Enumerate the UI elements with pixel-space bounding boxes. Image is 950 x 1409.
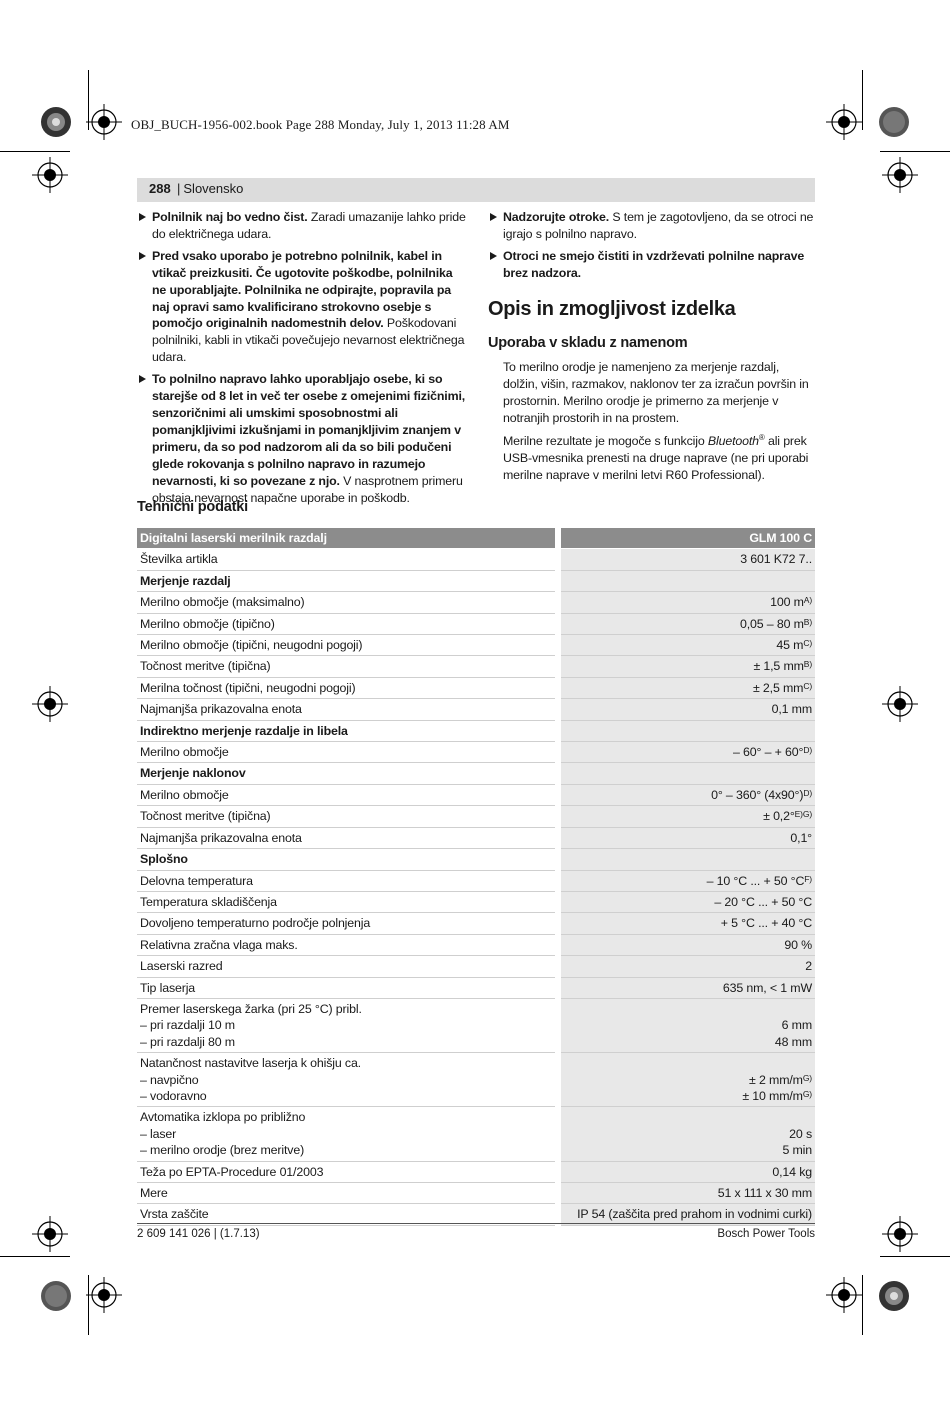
table-section-row bbox=[137, 763, 815, 784]
spec-label: Točnost meritve (tipična) bbox=[137, 656, 558, 677]
spec-label: Mere bbox=[137, 1183, 558, 1204]
table-row bbox=[137, 1107, 815, 1161]
tech-data-heading: Tehnični podatki bbox=[137, 499, 248, 515]
registration-mark-icon bbox=[882, 157, 918, 193]
spec-label: Temperatura skladiščenja bbox=[137, 891, 558, 912]
spec-label: Merilno območje bbox=[137, 742, 558, 763]
safety-bullet: Polnilnik naj bo vedno čist. Zaradi umazanije lahko pride do električnega udara. bbox=[137, 209, 469, 243]
section-title: | Slovensko bbox=[177, 181, 244, 196]
footer-doc-number: 2 609 141 026 | (1.7.13) bbox=[137, 1228, 260, 1240]
spec-value: – 10 °C ... + 50 $^\circ C^{F)}$ bbox=[558, 870, 815, 891]
table-row bbox=[137, 1053, 815, 1107]
table-header-row bbox=[137, 528, 815, 549]
spec-value: 90 % bbox=[558, 934, 815, 955]
tech-data-table bbox=[137, 528, 815, 1226]
spec-value: 100 $m^{A)}$ bbox=[558, 592, 815, 613]
registration-mark-icon bbox=[32, 1216, 68, 1252]
safety-bullet: Nadzorujte otroke. S tem je zagotovljeno, da se otroci ne igrajo s polnilno napravo. bbox=[488, 209, 815, 243]
registration-mark-icon bbox=[32, 157, 68, 193]
registration-mark-icon bbox=[826, 104, 862, 140]
footer-brand: Bosch Power Tools bbox=[717, 1228, 815, 1240]
spec-value: 51 x 111 x 30 mm bbox=[558, 1183, 815, 1204]
table-header-value: GLM 100 C bbox=[558, 528, 815, 549]
registration-mark-icon bbox=[32, 686, 68, 722]
spec-value bbox=[558, 849, 815, 870]
spec-label: Teža po EPTA-Procedure 01/2003 bbox=[137, 1161, 558, 1182]
spec-label: Relativna zračna vlaga maks. bbox=[137, 934, 558, 955]
spec-label: Natančnost nastavitve laserja k ohišju ca. – navpično – vodoravno bbox=[137, 1053, 558, 1107]
spec-value: 0,05 – 80 $m^{B)}$ bbox=[558, 613, 815, 634]
table-row bbox=[137, 913, 815, 934]
color-target-icon bbox=[40, 106, 72, 138]
table-row bbox=[137, 806, 815, 827]
usage-subheading: Uporaba v skladu z namenom bbox=[488, 335, 688, 351]
table-row bbox=[137, 613, 815, 634]
usage-paragraph: Merilne rezultate je mogoče s funkcijo Bluetooth® ali prek USB-vmesnika prenesti na druge naprave (ne pri uporabi merilne naprave v merilni letvi R60 Professional). bbox=[503, 432, 809, 482]
spec-label: Tip laserja bbox=[137, 977, 558, 998]
spec-value bbox=[558, 720, 815, 741]
registration-mark-icon bbox=[86, 1277, 122, 1313]
table-header-label: Digitalni laserski merilnik razdalj bbox=[137, 528, 558, 549]
table-row bbox=[137, 699, 815, 720]
spec-label: Merjenje razdalj bbox=[137, 570, 558, 591]
spec-label: Vrsta zaščite bbox=[137, 1204, 558, 1225]
spec-label: Dovoljeno temperaturno področje polnjenja bbox=[137, 913, 558, 934]
table-row bbox=[137, 549, 815, 570]
spec-value: 45 $m^{C)}$ bbox=[558, 635, 815, 656]
table-row bbox=[137, 592, 815, 613]
left-column bbox=[137, 209, 469, 511]
spec-label: Merjenje naklonov bbox=[137, 763, 558, 784]
table-row bbox=[137, 827, 815, 848]
table-section-row bbox=[137, 570, 815, 591]
table-row bbox=[137, 656, 815, 677]
spec-label: Številka artikla bbox=[137, 549, 558, 570]
book-info-line: OBJ_BUCH-1956-002.book Page 288 Monday, July 1, 2013 11:28 AM bbox=[131, 117, 510, 132]
spec-value: – 60° – + 60°$^{D)}$ bbox=[558, 742, 815, 763]
spec-value: 6 mm 48 mm bbox=[558, 998, 815, 1052]
spec-value: – 20 °C ... + 50 °C bbox=[558, 891, 815, 912]
spec-label: Splošno bbox=[137, 849, 558, 870]
spec-value: 0,1 mm bbox=[558, 699, 815, 720]
registration-mark-icon bbox=[882, 686, 918, 722]
spec-label: Merilno območje (maksimalno) bbox=[137, 592, 558, 613]
spec-label: Delovna temperatura bbox=[137, 870, 558, 891]
color-target-icon bbox=[878, 106, 910, 138]
spec-value: 0,14 kg bbox=[558, 1161, 815, 1182]
table-row bbox=[137, 742, 815, 763]
color-target-icon bbox=[878, 1280, 910, 1312]
spec-value bbox=[558, 763, 815, 784]
spec-value bbox=[558, 570, 815, 591]
spec-label: Merilna točnost (tipični, neugodni pogoji) bbox=[137, 677, 558, 698]
usage-text bbox=[488, 359, 815, 486]
spec-value: ± 1,5 $mm^{B)}$ bbox=[558, 656, 815, 677]
spec-label: Najmanjša prikazovalna enota bbox=[137, 699, 558, 720]
spec-label: Najmanjša prikazovalna enota bbox=[137, 827, 558, 848]
safety-bullet: Otroci ne smejo čistiti in vzdrževati polnilne naprave brez nadzora. bbox=[488, 248, 815, 282]
spec-label: Indirektno merjenje razdalje in libela bbox=[137, 720, 558, 741]
table-row bbox=[137, 784, 815, 805]
table-row bbox=[137, 956, 815, 977]
table-row bbox=[137, 1161, 815, 1182]
table-row bbox=[137, 870, 815, 891]
right-column bbox=[488, 209, 815, 287]
table-row bbox=[137, 677, 815, 698]
table-row bbox=[137, 934, 815, 955]
page-number: 288 bbox=[149, 181, 171, 196]
table-row bbox=[137, 635, 815, 656]
footer-divider bbox=[137, 1223, 815, 1224]
spec-label: Premer laserskega žarka (pri 25 °C) pribl. – pri razdalji 10 m – pri razdalji 80 m bbox=[137, 998, 558, 1052]
spec-value: 635 nm, < 1 mW bbox=[558, 977, 815, 998]
safety-bullet: To polnilno napravo lahko uporabljajo osebe, ki so starejše od 8 let in več ter osebe z omejenimi fizičnimi, senzoričnimi ali umskimi sposobnostmi ali pomanjkljivimi izkušnjami in pomanjkljivim znanjem v primeru, da so pod nadzorom ali da so bili podučeni glede rokovanja s polnilno napravo in razumejo nevarnosti, ki so povezane z njo. V nasprotnem primeru obstaja nevarnost napačne uporabe in poškodb. bbox=[137, 371, 469, 506]
spec-value: 3 601 K72 7.. bbox=[558, 549, 815, 570]
registration-mark-icon bbox=[826, 1277, 862, 1313]
product-heading: Opis in zmogljivost izdelka bbox=[488, 298, 736, 320]
table-row bbox=[137, 1183, 815, 1204]
spec-value: ± 0,2°$^{E)G)}$ bbox=[558, 806, 815, 827]
page-header bbox=[137, 178, 815, 202]
spec-label: Merilno območje bbox=[137, 784, 558, 805]
safety-bullet: Pred vsako uporabo je potrebno polnilnik, kabel in vtikač preizkusiti. Če ugotovite poškodbe, polnilnika ne uporabljajte. Polnilnika ne odpirajte, popravila pa naj opravi samo kvalificirano strokovno osebje s pomočjo originalnih nadomestnih delov. Poškodovani polnilniki, kabli in vtikači povečujejo nevarnost električnega udara. bbox=[137, 248, 469, 366]
registration-mark-icon bbox=[86, 104, 122, 140]
spec-label: Avtomatika izklopa po približno – laser – merilno orodje (brez meritve) bbox=[137, 1107, 558, 1161]
spec-label: Točnost meritve (tipična) bbox=[137, 806, 558, 827]
color-target-icon bbox=[40, 1280, 72, 1312]
spec-value: 20 s 5 min bbox=[558, 1107, 815, 1161]
table-section-row bbox=[137, 720, 815, 741]
spec-label: Merilno območje (tipično) bbox=[137, 613, 558, 634]
usage-paragraph: To merilno orodje je namenjeno za merjenje razdalj, dolžin, višin, razmakov, naklonov ter za izračun površin in prostornin. Merilno orodje je primerno za merjenje v notranjih prostorih in na prostem. bbox=[503, 360, 809, 425]
spec-value: 0,1° bbox=[558, 827, 815, 848]
spec-value: ± 2 $mm/m^{G)}$ ± 10 $mm/m^{G)}$ bbox=[558, 1053, 815, 1107]
spec-value: ± 2,5 $mm^{C)}$ bbox=[558, 677, 815, 698]
spec-value: 2 bbox=[558, 956, 815, 977]
table-row bbox=[137, 977, 815, 998]
table-section-row bbox=[137, 849, 815, 870]
table-row bbox=[137, 891, 815, 912]
spec-value: 0° – 360° $(4x90^\circ)^{D)}$ bbox=[558, 784, 815, 805]
spec-label: Merilno območje (tipični, neugodni pogoji) bbox=[137, 635, 558, 656]
table-row bbox=[137, 998, 815, 1052]
spec-value: IP 54 (zaščita pred prahom in vodnimi curki) bbox=[558, 1204, 815, 1225]
spec-value: + 5 °C ... + 40 °C bbox=[558, 913, 815, 934]
registration-mark-icon bbox=[882, 1216, 918, 1252]
spec-label: Laserski razred bbox=[137, 956, 558, 977]
